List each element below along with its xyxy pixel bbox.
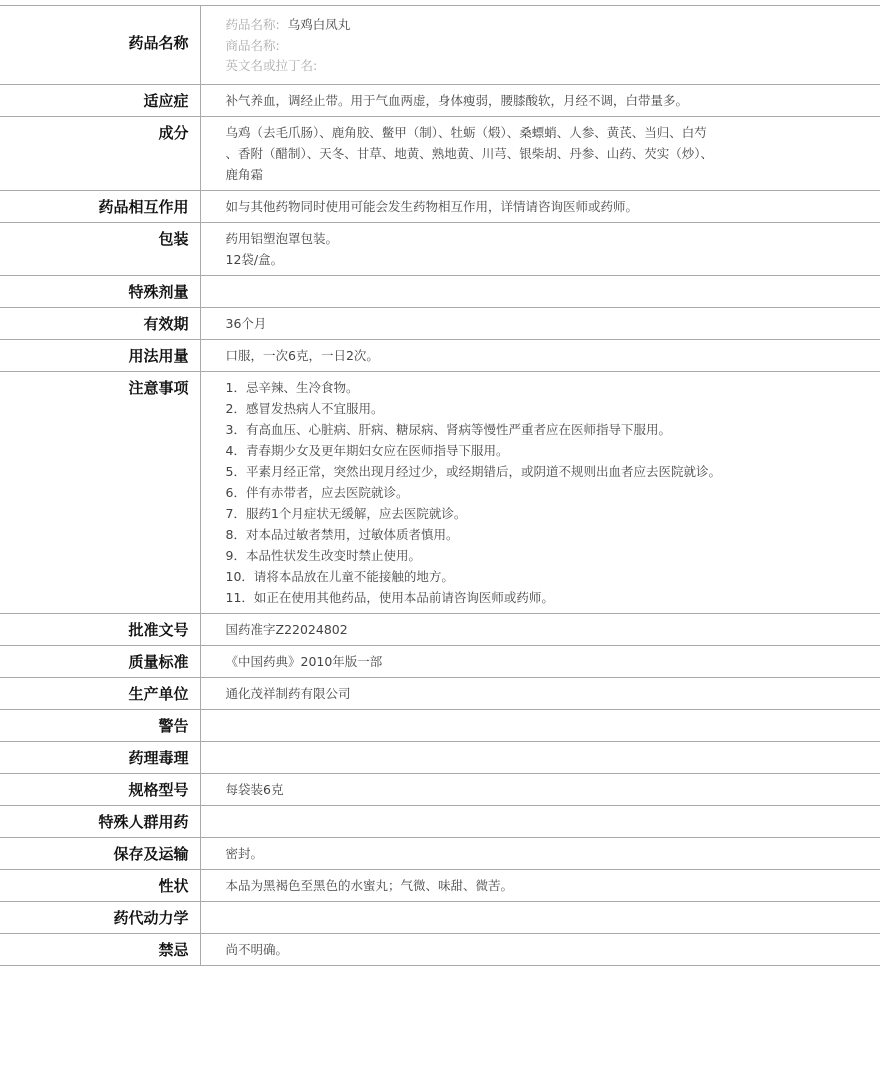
label-ingredients-text: 成分 xyxy=(158,123,189,142)
label-precautions xyxy=(0,371,200,613)
row-quality-standard xyxy=(0,645,880,677)
label-pharmacology xyxy=(0,741,200,773)
label-approval-number-text: 批准文号 xyxy=(128,620,189,639)
label-storage-text: 保存及运输 xyxy=(113,844,189,863)
row-precautions xyxy=(0,371,880,613)
label-interactions-text: 药品相互作用 xyxy=(98,197,189,216)
label-drug-name-text: 药品名称 xyxy=(128,34,189,52)
special-population-text xyxy=(226,806,880,816)
label-warning-text: 警告 xyxy=(158,716,189,735)
value-pharmacology xyxy=(200,741,880,773)
row-drug-name xyxy=(0,6,880,84)
precaution-item: 9．本品性状发生改变时禁止使用。 xyxy=(225,547,421,563)
value-indications xyxy=(200,84,880,116)
label-contraindications xyxy=(0,933,200,965)
value-special-population xyxy=(200,805,880,837)
packaging-line: 12袋/盒。 xyxy=(225,251,284,267)
label-indications xyxy=(0,84,200,116)
trade-name-line xyxy=(226,36,880,57)
generic-name-value: 乌鸡白凤丸 xyxy=(287,17,351,32)
label-approval-number xyxy=(0,613,200,645)
precaution-item: 4．青春期少女及更年期妇女应在医师指导下服用。 xyxy=(225,442,509,458)
row-interactions xyxy=(0,190,880,222)
value-approval-number xyxy=(200,613,880,645)
ingredients-line: 鹿角霜 xyxy=(225,166,264,182)
label-special-population-text: 特殊人群用药 xyxy=(98,812,189,831)
value-special-dosage xyxy=(200,275,880,307)
precaution-item: 8．对本品过敏者禁用，过敏体质者慎用。 xyxy=(225,526,459,542)
manufacturer-text: 通化茂祥制药有限公司 xyxy=(225,685,351,701)
value-specification xyxy=(200,773,880,805)
value-properties xyxy=(200,869,880,901)
warning-text xyxy=(226,710,880,720)
label-special-population xyxy=(0,805,200,837)
precaution-item: 10．请将本品放在儿童不能接触的地方。 xyxy=(225,568,454,584)
label-interactions xyxy=(0,190,200,222)
label-drug-name xyxy=(0,6,200,84)
precaution-item: 6．伴有赤带者，应去医院就诊。 xyxy=(225,484,409,500)
label-specification xyxy=(0,773,200,805)
row-pharmacology xyxy=(0,741,880,773)
precaution-item: 7．服药1个月症状无缓解，应去医院就诊。 xyxy=(225,505,467,521)
label-ingredients xyxy=(0,116,200,190)
row-shelf-life xyxy=(0,307,880,339)
label-packaging xyxy=(0,222,200,275)
pharmacology-text xyxy=(226,742,880,752)
label-shelf-life xyxy=(0,307,200,339)
label-special-dosage xyxy=(0,275,200,307)
label-properties xyxy=(0,869,200,901)
value-storage xyxy=(200,837,880,869)
specification-text: 每袋装6克 xyxy=(225,781,284,797)
value-manufacturer xyxy=(200,677,880,709)
label-pharmacokinetics xyxy=(0,901,200,933)
packaging-line: 药用铝塑泡罩包装。 xyxy=(225,230,339,246)
contraindications-text: 尚不明确。 xyxy=(225,941,289,957)
label-pharmacology-text: 药理毒理 xyxy=(128,748,189,767)
row-ingredients xyxy=(0,116,880,190)
label-precautions-text: 注意事项 xyxy=(128,378,189,397)
english-name-label: 英文名或拉丁名: xyxy=(225,58,318,73)
value-pharmacokinetics xyxy=(200,901,880,933)
row-special-population xyxy=(0,805,880,837)
value-ingredients xyxy=(200,116,880,190)
generic-name-label: 药品名称: xyxy=(225,17,280,32)
label-storage xyxy=(0,837,200,869)
trade-name-label: 商品名称: xyxy=(225,37,280,53)
value-precautions xyxy=(200,371,880,613)
value-quality-standard xyxy=(200,645,880,677)
generic-name-line xyxy=(226,6,880,36)
special-dosage-text xyxy=(226,276,880,286)
precaution-item: 3．有高血压、心脏病、肝病、糖尿病、肾病等慢性严重者应在医师指导下服用。 xyxy=(225,421,671,437)
quality-standard-text: 《中国药典》2010年版一部 xyxy=(225,653,383,669)
label-usage-text: 用法用量 xyxy=(128,346,189,365)
row-storage xyxy=(0,837,880,869)
label-quality-standard xyxy=(0,645,200,677)
english-name-line xyxy=(226,56,880,77)
storage-text: 密封。 xyxy=(225,845,264,861)
row-packaging xyxy=(0,222,880,275)
label-manufacturer xyxy=(0,677,200,709)
label-quality-standard-text: 质量标准 xyxy=(128,652,189,671)
row-approval-number xyxy=(0,613,880,645)
value-warning xyxy=(200,709,880,741)
label-special-dosage-text: 特殊剂量 xyxy=(128,282,189,301)
ingredients-text xyxy=(226,117,880,190)
label-packaging-text: 包装 xyxy=(158,229,189,248)
value-drug-name xyxy=(200,6,880,84)
label-contraindications-text: 禁忌 xyxy=(158,940,189,959)
precaution-item: 2．感冒发热病人不宜服用。 xyxy=(225,400,384,416)
ingredients-line: 乌鸡（去毛爪肠）、鹿角胶、鳖甲（制）、牡蛎（煅）、桑螵蛸、人参、黄芪、当归、白芍 xyxy=(225,124,707,140)
interactions-text: 如与其他药物同时使用可能会发生药物相互作用，详情请咨询医师或药师。 xyxy=(225,198,639,214)
usage-text: 口服，一次6克，一日2次。 xyxy=(225,347,379,363)
row-contraindications xyxy=(0,933,880,965)
row-usage xyxy=(0,339,880,371)
pharmacokinetics-text xyxy=(226,902,880,912)
row-manufacturer xyxy=(0,677,880,709)
ingredients-line: 、香附（醋制）、天冬、甘草、地黄、熟地黄、川芎、银柴胡、丹参、山药、芡实（炒）、 xyxy=(225,145,714,161)
drug-info-sheet xyxy=(0,5,880,966)
value-shelf-life xyxy=(200,307,880,339)
label-properties-text: 性状 xyxy=(158,876,189,895)
value-interactions xyxy=(200,190,880,222)
label-warning xyxy=(0,709,200,741)
precaution-item: 5．平素月经正常，突然出现月经过少，或经期错后，或阴道不规则出血者应去医院就诊。 xyxy=(225,463,721,479)
label-indications-text: 适应症 xyxy=(143,91,189,110)
properties-text: 本品为黑褐色至黑色的水蜜丸；气微、味甜、微苦。 xyxy=(225,877,514,893)
row-warning xyxy=(0,709,880,741)
row-pharmacokinetics xyxy=(0,901,880,933)
label-manufacturer-text: 生产单位 xyxy=(128,684,189,703)
value-contraindications xyxy=(200,933,880,965)
value-usage xyxy=(200,339,880,371)
indications-text: 补气养血，调经止带。用于气血两虚，身体瘦弱，腰膝酸软，月经不调，白带量多。 xyxy=(225,92,689,108)
drug-info-table xyxy=(0,6,880,966)
value-packaging xyxy=(200,222,880,275)
label-shelf-life-text: 有效期 xyxy=(143,314,189,333)
precaution-item: 1．忌辛辣、生冷食物。 xyxy=(225,379,359,395)
row-properties xyxy=(0,869,880,901)
precaution-item: 11．如正在使用其他药品，使用本品前请咨询医师或药师。 xyxy=(225,589,554,605)
row-specification xyxy=(0,773,880,805)
row-indications xyxy=(0,84,880,116)
precautions-list xyxy=(226,372,880,613)
label-specification-text: 规格型号 xyxy=(128,780,189,799)
shelf-life-text: 36个月 xyxy=(225,315,267,331)
packaging-text xyxy=(226,223,880,275)
approval-number-text: 国药准字Z22024802 xyxy=(225,621,348,637)
label-pharmacokinetics-text: 药代动力学 xyxy=(113,908,189,927)
label-usage xyxy=(0,339,200,371)
row-special-dosage xyxy=(0,275,880,307)
